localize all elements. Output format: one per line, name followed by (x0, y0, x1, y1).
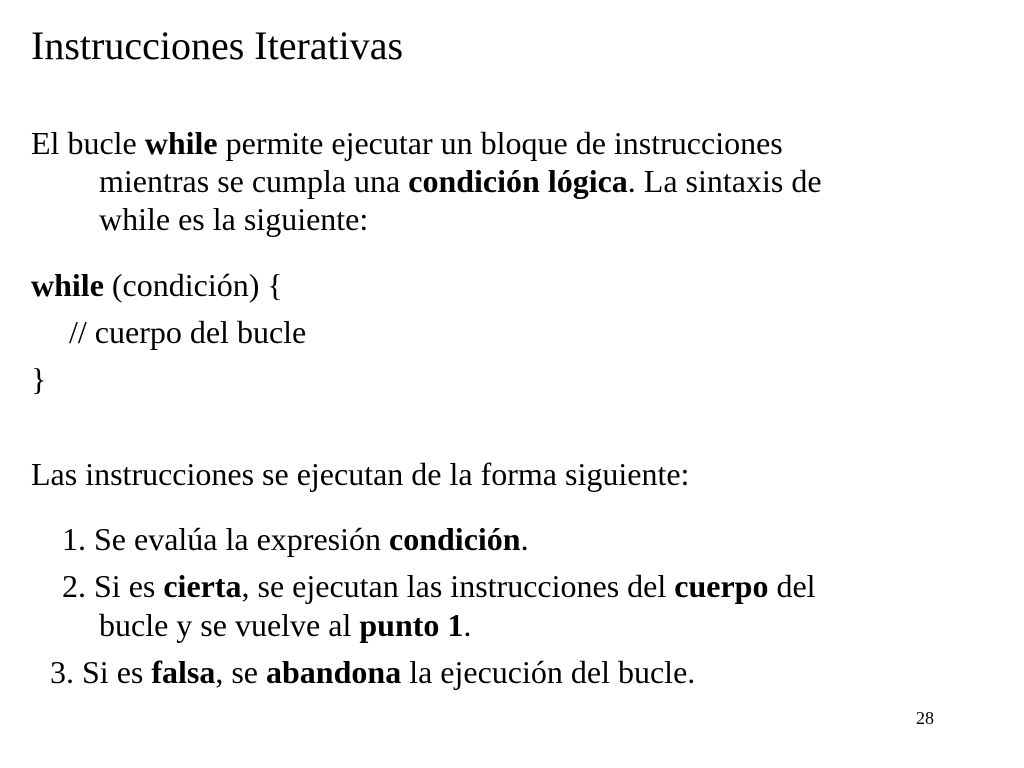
description-line-2: mientras se cumpla una condición lógica. La sintaxis de (99, 163, 822, 199)
step-1: 1. Se evalúa la expresión condición. (62, 521, 529, 557)
slide-title: Instrucciones Iterativas (31, 23, 404, 68)
code-line-closing-brace: } (31, 361, 47, 397)
page-number: 28 (916, 708, 934, 728)
description-line-1: El bucle while permite ejecutar un bloque de instrucciones (31, 125, 783, 161)
step-2: 2. Si es cierta, se ejecutan las instrucciones del cuerpo del (62, 568, 816, 604)
step-3: 3. Si es falsa, se abandona la ejecución del bucle. (50, 654, 696, 690)
code-line-body-comment: // cuerpo del bucle (69, 314, 307, 350)
code-keyword-while: while (31, 267, 104, 303)
keyword-logical-condition: condición lógica (408, 163, 628, 199)
step-2-continuation: bucle y se vuelve al punto 1. (99, 607, 472, 643)
keyword-while: while (144, 125, 218, 161)
execution-intro: Las instrucciones se ejecutan de la forma siguiente: (31, 456, 690, 492)
while-description (31, 124, 1011, 238)
description-line-3: while es la siguiente: (99, 201, 369, 237)
code-line-while: while (condición) { (31, 267, 283, 303)
